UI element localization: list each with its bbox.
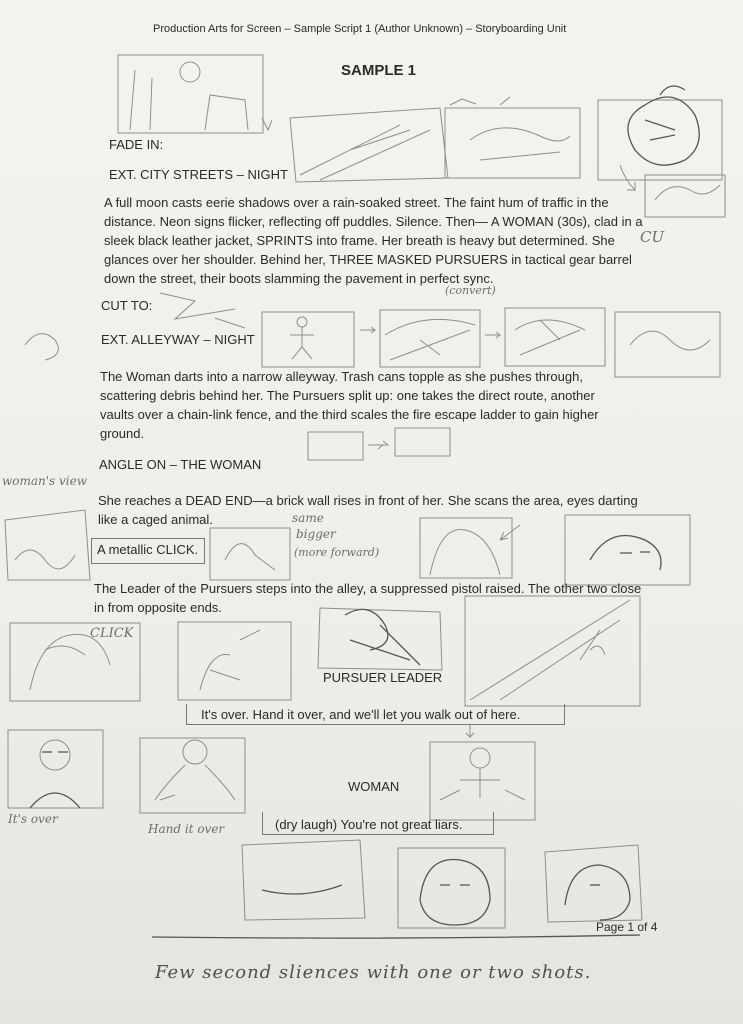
- note-more-forward: (more forward): [294, 546, 380, 559]
- scene-heading-alleyway: EXT. ALLEYWAY – NIGHT: [101, 332, 255, 347]
- page-number: Page 1 of 4: [596, 920, 658, 934]
- transition-cut-to: CUT TO:: [101, 298, 153, 313]
- note-hand-it-over: Hand it over: [148, 822, 225, 836]
- action-scene-2: The Woman darts into a narrow alleyway. Trash cans topple as she pushes through, scattering debris behind her. The Pursuers split up: one takes the direct route, another vaults over a chain-link fence, and the third scales the fire escape ladder to gain higher ground.: [100, 369, 599, 441]
- note-bigger: bigger: [296, 527, 336, 541]
- angle-on-woman: ANGLE ON – THE WOMAN: [99, 457, 262, 472]
- note-its-over: It's over: [8, 812, 58, 826]
- script-title: SAMPLE 1: [341, 62, 417, 79]
- character-woman: WOMAN: [348, 779, 400, 794]
- action-leader-enters: The Leader of the Pursuers steps into the alley, a suppressed pistol raised. The other two close in from opposite ends.: [94, 581, 642, 615]
- note-click-sfx: CLICK: [90, 626, 134, 641]
- click-bracket: [91, 538, 205, 564]
- action-click: A metallic CLICK.: [97, 542, 199, 557]
- dialogue-pursuer-leader: It's over. Hand it over, and we'll let you walk out of here.: [201, 707, 521, 722]
- note-womans-view: woman's view: [2, 474, 88, 488]
- action-scene-1: A full moon casts eerie shadows over a rain-soaked street. The faint hum of traffic in the distance. Neon signs flicker, reflecting off puddles. Silence. Then— A WOMAN (30s), clad in a sleek black leather jacket, SPRINTS into frame. Her breath is heavy but determined. She glances over her shoulder. Behind her, THREE MASKED PURSUERS in tactical gear barrel down the street, their boots slamming the pavement in perfect sync.: [104, 195, 643, 286]
- dialogue-bracket-1: [186, 704, 565, 725]
- fade-in: FADE IN:: [109, 137, 164, 152]
- character-pursuer-leader: PURSUER LEADER: [323, 670, 443, 685]
- note-footer: Few second sliences with one or two shots.: [155, 962, 592, 983]
- action-dead-end: She reaches a DEAD END—a brick wall rises in front of her. She scans the area, eyes darting like a caged animal.: [98, 493, 638, 527]
- dialogue-bracket-2: [262, 812, 494, 835]
- scene-heading-city-streets: EXT. CITY STREETS – NIGHT: [109, 167, 288, 182]
- note-convert: (convert): [445, 284, 496, 297]
- note-same: same: [292, 511, 324, 525]
- dialogue-woman: (dry laugh) You're not great liars.: [275, 817, 463, 832]
- note-cu: CU: [640, 228, 665, 246]
- course-header: Production Arts for Screen – Sample Script 1 (Author Unknown) – Storyboarding Unit: [153, 23, 567, 35]
